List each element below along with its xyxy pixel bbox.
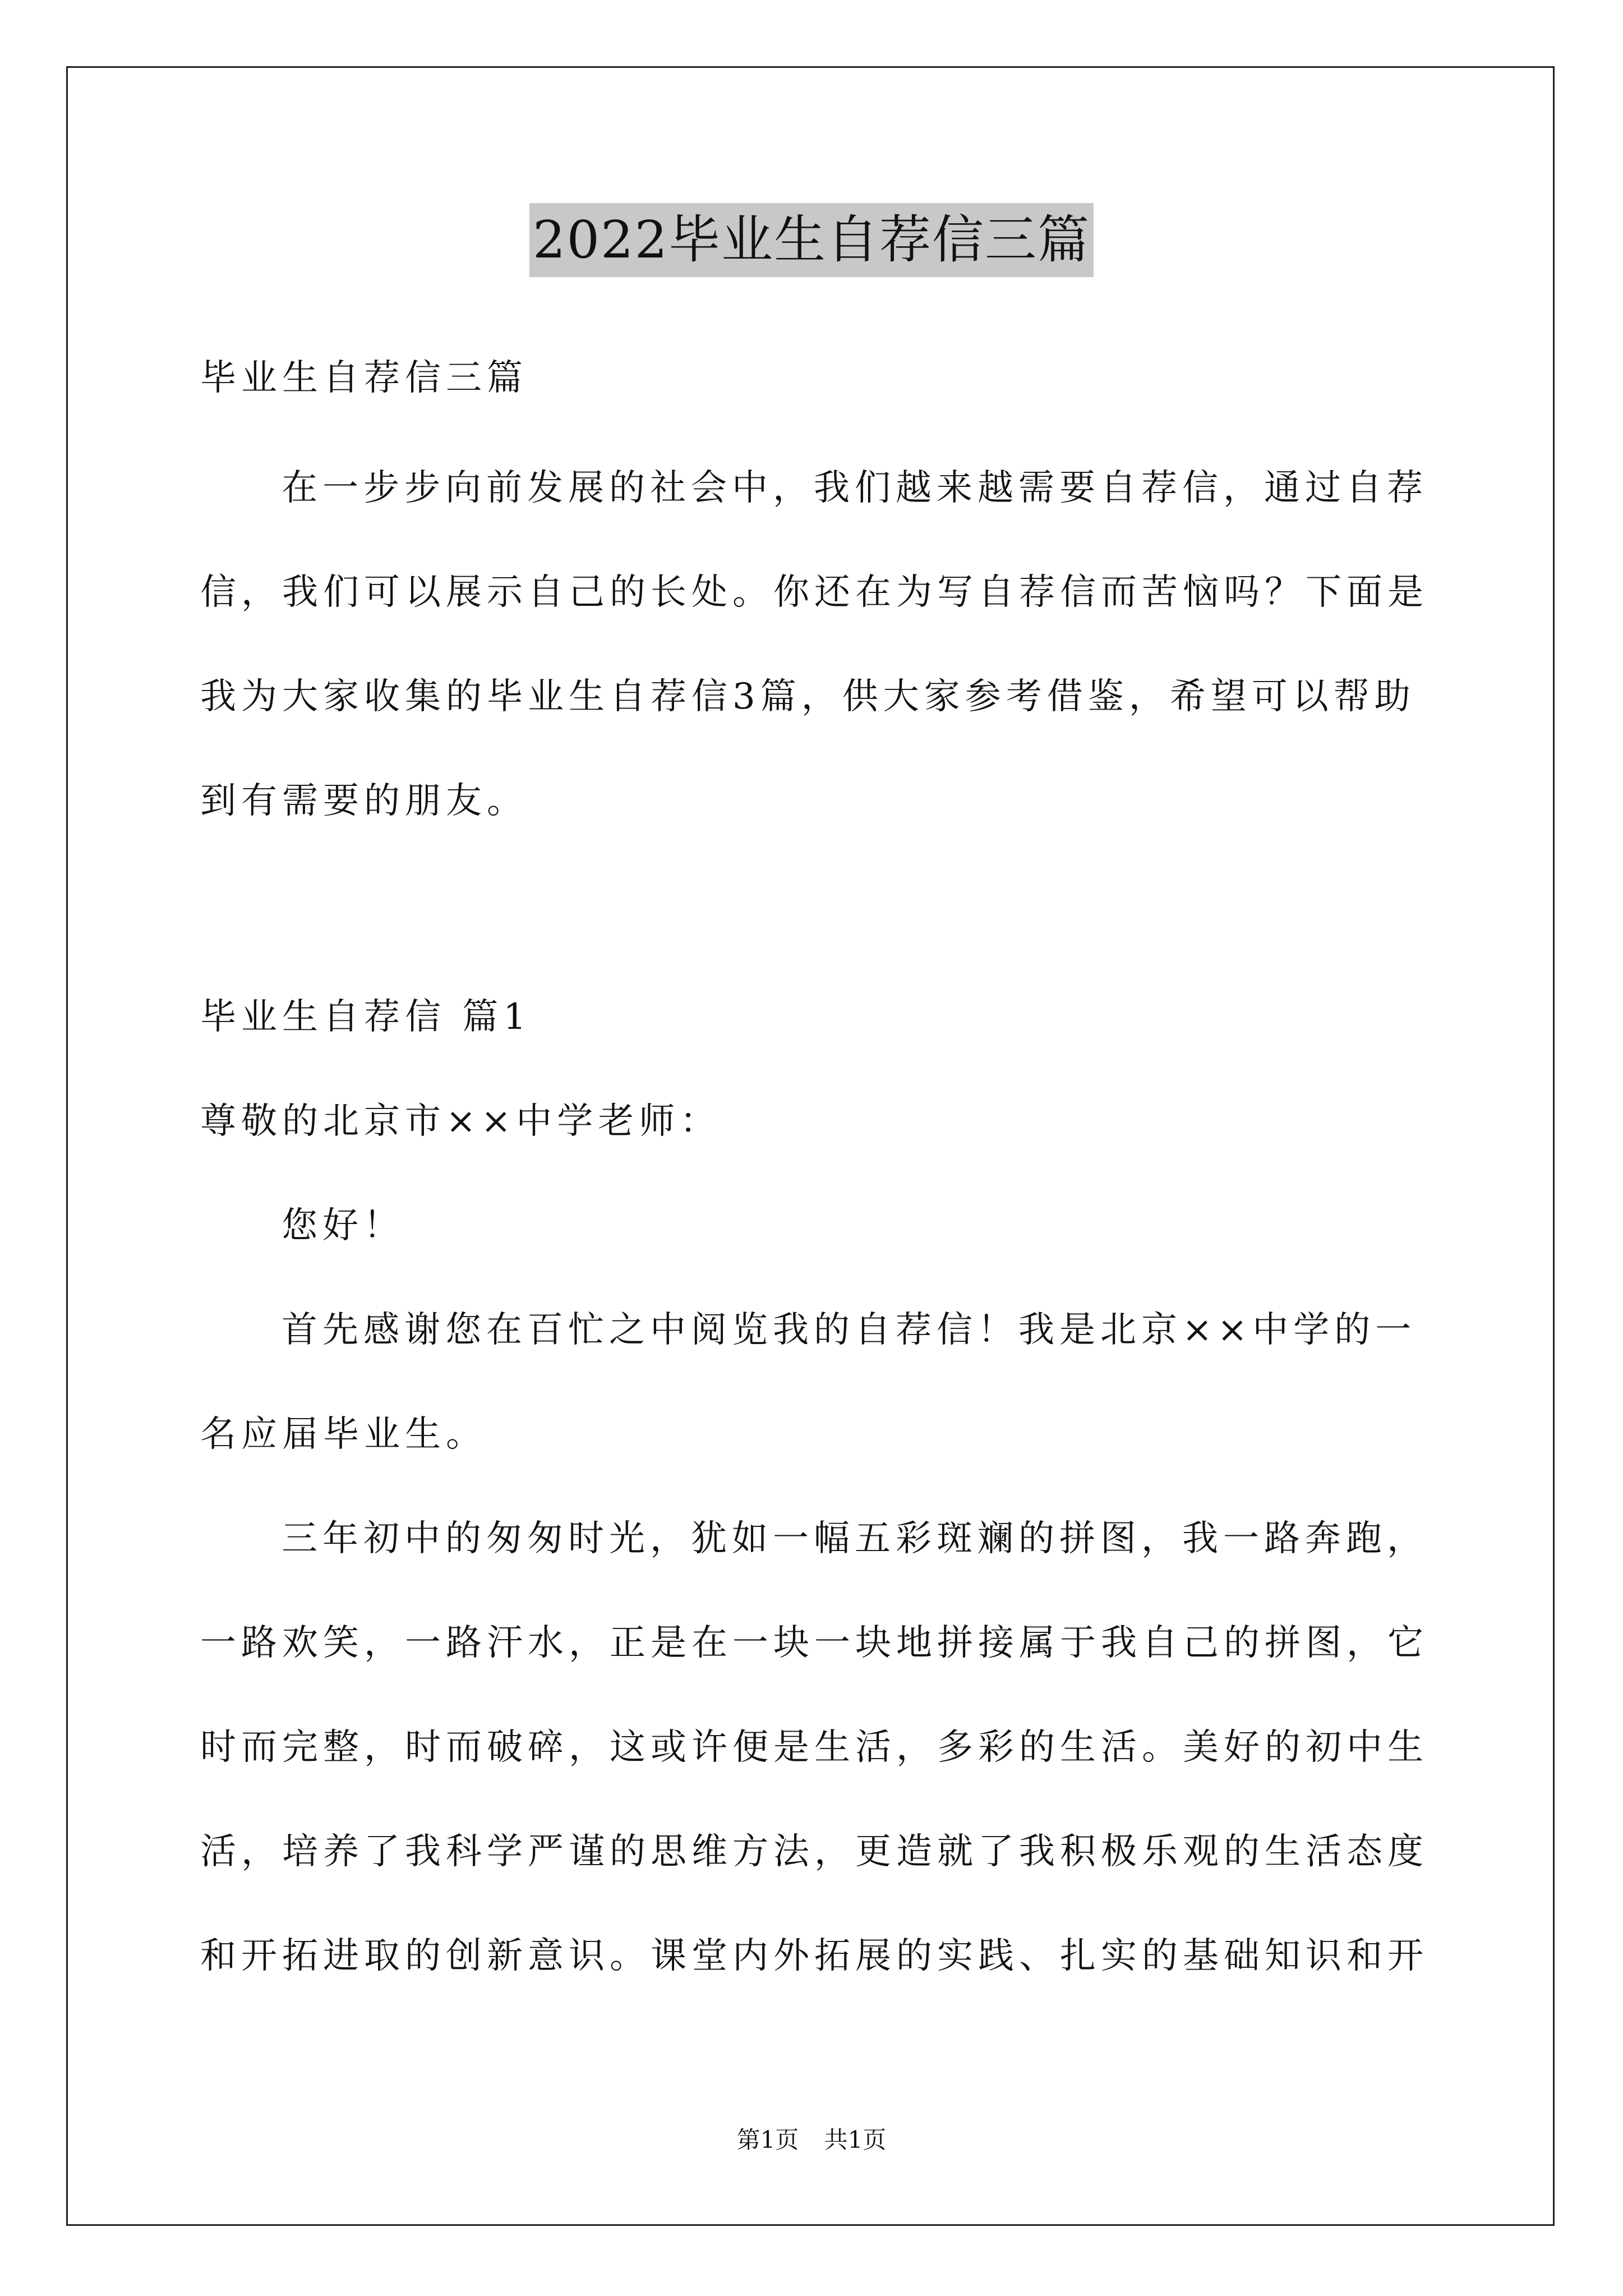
- document-title: 2022毕业生自荐信三篇: [529, 203, 1094, 277]
- intro-line: 在一步步向前发展的社会中，我们越来越需要自荐信，通过自荐: [282, 467, 1428, 509]
- page-number: 第1页: [736, 2126, 799, 2154]
- paragraph-line: 和开拓进取的创新意识。课堂内外拓展的实践、扎实的基础知识和开: [200, 1935, 1428, 1977]
- salutation: 尊敬的北京市××中学老师：: [200, 1101, 721, 1142]
- page-total: 共1页: [824, 2126, 887, 2154]
- paragraph-line: 一路欢笑，一路汗水，正是在一块一块地拼接属于我自己的拼图，它: [200, 1622, 1428, 1664]
- intro-line: 信，我们可以展示自己的长处。你还在为写自荐信而苦恼吗？下面是: [200, 572, 1428, 613]
- paragraph-line: 首先感谢您在百忙之中阅览我的自荐信！我是北京××中学的一: [282, 1309, 1417, 1351]
- intro-line: 到有需要的朋友。: [200, 780, 528, 822]
- paragraph-line: 时而完整，时而破碎，这或许便是生活，多彩的生活。美好的初中生: [200, 1727, 1428, 1768]
- subtitle: 毕业生自荐信三篇: [200, 357, 528, 399]
- section-heading: 毕业生自荐信 篇1: [200, 996, 532, 1038]
- paragraph-line: 活，培养了我科学严谨的思维方法，更造就了我积极乐观的生活态度: [200, 1831, 1428, 1872]
- title-container: [0, 203, 1623, 277]
- intro-line: 我为大家收集的毕业生自荐信3篇，供大家参考借鉴，希望可以帮助: [200, 676, 1415, 717]
- greeting: 您好！: [282, 1205, 404, 1246]
- paragraph-line: 三年初中的匆匆时光，犹如一幅五彩斑斓的拼图，我一路奔跑，: [282, 1518, 1428, 1559]
- page-footer: [0, 2123, 1623, 2157]
- paragraph-line: 名应届毕业生。: [200, 1414, 487, 1455]
